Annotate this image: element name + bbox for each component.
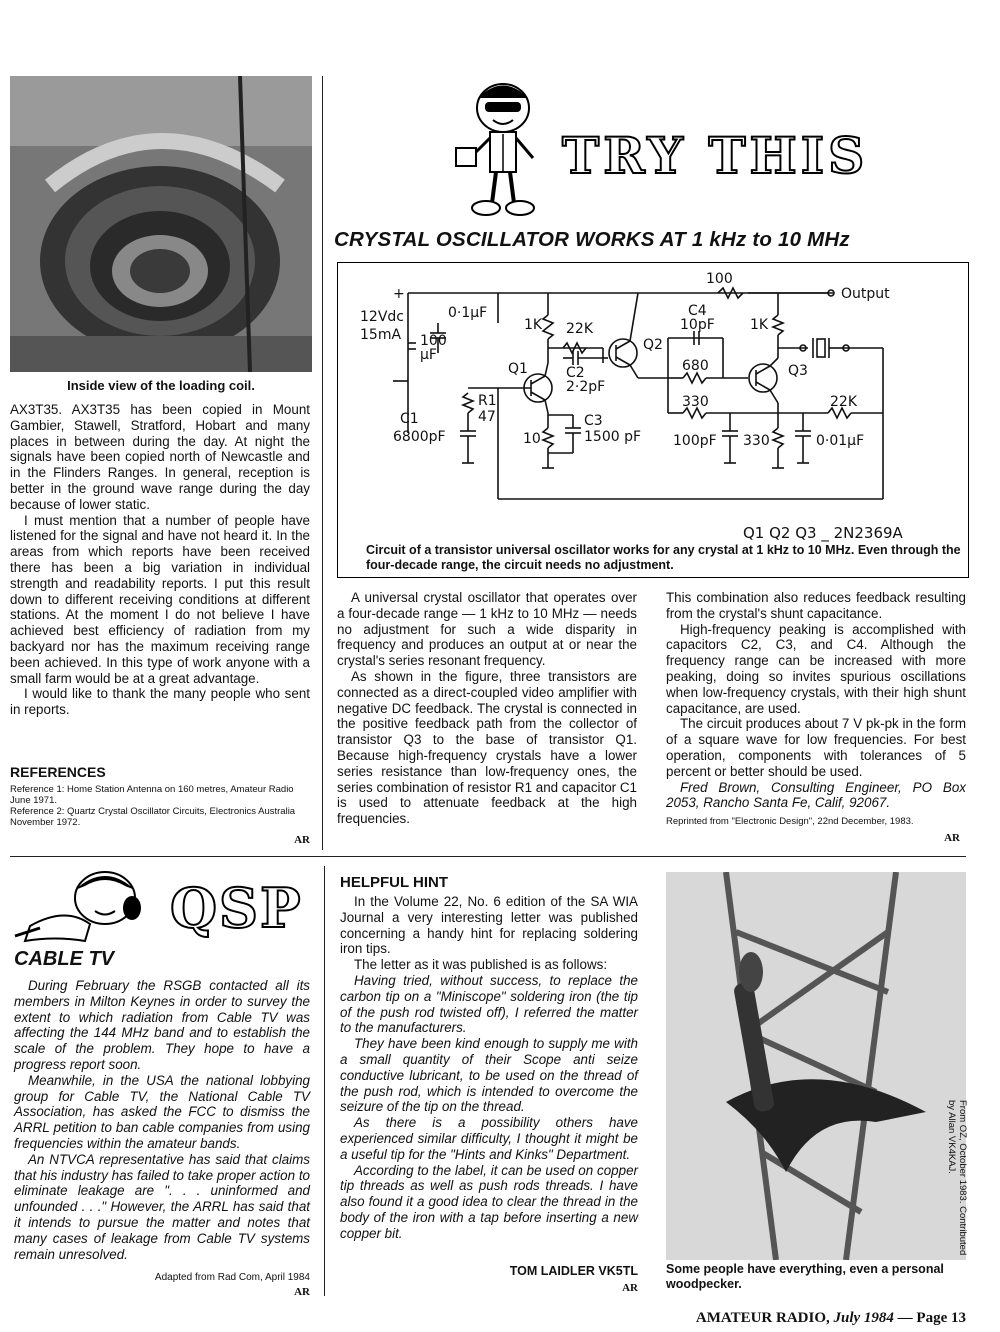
loading-coil-photo — [10, 76, 312, 372]
helpful-hint-article — [340, 894, 638, 1242]
page-footer — [640, 1310, 966, 1327]
quoted-paragraph: As there is a possibility others have experienced similar difficulty, I thought it might be a useful tip for the "Hints and Kinks" Department. — [340, 1115, 638, 1162]
references-heading: REFERENCES — [10, 764, 106, 780]
cap-label: 100pF — [673, 433, 717, 449]
helpful-hint-heading: HELPFUL HINT — [340, 874, 449, 891]
figure-caption: Circuit of a transistor universal oscillator works for any crystal at 1 kHz to 10 MHz. Even through the four-decade range, the circuit needs no adjustment. — [366, 543, 961, 572]
loading-coil-illustration — [10, 76, 312, 372]
ar-mark: AR — [944, 832, 960, 844]
paragraph: A universal crystal oscillator that operates over a four-decade range — 1 kHz to 10 MHz — needs no adjustment for such a wide disparity in frequency and produces an output at or near the crystal's series resonant frequency. — [337, 590, 637, 669]
issue-date: July 1984 — [833, 1310, 894, 1326]
try-this-column-2 — [666, 590, 966, 830]
resistor-label: 100 — [706, 271, 733, 287]
circuit-figure — [337, 262, 969, 578]
paragraph: AX3T35. AX3T35 has been copied in Mount Gambier, Stawell, Stratford, Hobart and many places in between during the day. At night the signals have been copied north of Newcastle and in the Flinders Ranges. In general, reception is better in the ground wave range during the day because of lower static. — [10, 402, 310, 512]
page-number: — Page 13 — [897, 1310, 966, 1326]
cartoon-listener-icon — [10, 866, 160, 946]
woodpecker-caption: Some people have everything, even a personal woodpecker. — [666, 1262, 944, 1291]
resistor-label: 22K — [566, 321, 593, 337]
paragraph: In the Volume 22, No. 6 edition of the SA WIA Journal a very interesting letter was published concerning a handy hint for replacing soldering iron tips. — [340, 894, 638, 957]
transistor-type-label: Q1 Q2 Q3 _ 2N2369A — [743, 524, 903, 542]
supply-current-label: 15mA — [360, 327, 402, 343]
paragraph: The circuit produces about 7 V pk-pk in the form of a square wave for low frequencies. For best operation, components with tolerances of 5 percent or better should be used. — [666, 716, 966, 779]
reference-item: Reference 1: Home Station Antenna on 160 metres, Amateur Radio June 1971. — [10, 784, 294, 806]
resistor-label: 10 — [523, 431, 541, 447]
resistor-label: 22K — [830, 394, 857, 410]
transistor-label: Q3 — [788, 363, 808, 379]
qsp-source: Adapted from Rad Com, April 1984 — [154, 1272, 310, 1283]
resistor-label: 1K — [750, 317, 769, 333]
try-this-column-1 — [337, 590, 637, 827]
quoted-paragraph: They have been kind enough to supply me with a small quantity of their Scope anti seize conductive lubricant, to be used on the thread of the push rod, which is intended to overcome the seizure of the tip on the thread. — [340, 1036, 638, 1115]
cap-value-label: 10pF — [680, 317, 715, 333]
output-label: Output — [841, 286, 890, 302]
antenna-tower-illustration — [666, 872, 966, 1260]
reference-item: Reference 2: Quartz Crystal Oscillator Circuits, Electronics Australia November 1972. — [10, 806, 296, 828]
transistor-label: Q2 — [643, 337, 663, 353]
paragraph: Meanwhile, in the USA the national lobbying group for Cable TV, the National Cable TV Association, has asked the FCC to dismiss the ARRL petition to ban cable companies from using frequencies within the amateur bands. — [14, 1072, 310, 1151]
resistor-label: R1 — [478, 393, 497, 409]
ar-mark: AR — [622, 1282, 638, 1294]
helpful-hint-signature: TOM LAIDLER VK5TL — [509, 1264, 638, 1278]
references-list — [10, 784, 310, 828]
paragraph: This combination also reduces feedback resulting from the crystal's shunt capacitance. — [666, 590, 966, 621]
woodpecker-photo — [666, 872, 966, 1260]
quoted-paragraph: According to the label, it can be used on copper tip threads as well as push rods threads. I have also found it a good idea to clear the thread in the body of the iron with a tap before inserting a new copper bit. — [340, 1162, 638, 1241]
oscillator-schematic — [338, 263, 968, 577]
cap-label: C1 — [400, 411, 419, 427]
photo-credit: From OZ, October 1983. Contributed by Allan VK4KAJ. — [946, 1100, 968, 1256]
cap-unit-label: µF — [420, 347, 437, 363]
column-divider — [322, 76, 323, 850]
resistor-label: 330 — [682, 394, 709, 410]
cap-label: 100 — [420, 333, 447, 349]
reprint-note: Reprinted from "Electronic Design", 22nd December, 1983. — [666, 816, 914, 828]
resistor-label: 330 — [743, 433, 770, 449]
resistor-label: 680 — [682, 358, 709, 374]
qsp-heading: CABLE TV — [14, 948, 114, 970]
paragraph: I would like to thank the many people who sent in reports. — [10, 686, 310, 718]
supply-voltage-label: 12Vdc — [360, 309, 404, 325]
paragraph: During February the RSGB contacted all its members in Milton Keynes in order to survey the extent to which radiation from Cable TV was affecting the 144 MHz band and to establish the scale of the problem. They hope to have a progress report soon. — [14, 978, 310, 1072]
cap-value-label: 6800pF — [393, 429, 446, 445]
author-credit: Fred Brown, Consulting Engineer, PO Box 2053, Rancho Santa Fe, Calif, 92067. — [666, 779, 966, 811]
qsp-banner: QSP — [170, 876, 303, 940]
mascot-illustration — [448, 78, 558, 218]
cap-label: 0·1µF — [448, 305, 488, 321]
try-this-banner: TRY THIS — [562, 126, 869, 185]
qsp-article — [14, 978, 310, 1262]
paragraph: The letter as it was published is as follows: — [354, 957, 608, 973]
minus-label: - — [393, 373, 399, 389]
article-continuation — [10, 402, 310, 718]
quoted-paragraph: Having tried, without success, to replace the carbon tip on a "Miniscope" soldering iron (the tip of the push rod twisted off), I referred the matter to the manufacturers. — [340, 972, 638, 1036]
article-headline: CRYSTAL OSCILLATOR WORKS AT 1 kHz to 10 MHz — [334, 228, 850, 251]
cap-label: 0·01µF — [816, 433, 865, 449]
resistor-label: 1K — [524, 317, 543, 333]
column-divider — [324, 866, 325, 1296]
ar-mark: AR — [294, 1286, 310, 1298]
paragraph: I must mention that a number of people have listened for the signal and have not heard it. In the areas from which reports have been received there has been a big variation in individual strength and readability reports. I put this result down to different receiving conditions at different stations. At the moment I do not believe I have achieved best efficiency of radiation from my backyard nor has the maximum receiving range been achieved. In this type of work anyone with a small farm would be at a great advantage. — [10, 512, 310, 686]
plus-label: + — [393, 286, 405, 302]
resistor-value-label: 47 — [478, 409, 496, 425]
magazine-name: AMATEUR RADIO, — [695, 1310, 830, 1326]
section-divider — [10, 856, 966, 857]
cap-value-label: 2·2pF — [566, 379, 606, 395]
cap-label: C3 — [584, 413, 603, 429]
transistor-label: Q1 — [508, 361, 528, 377]
qsp-mascot — [10, 866, 160, 946]
cap-label: C2 — [566, 365, 585, 381]
paragraph: An NTVCA representative has said that claims that his industry has failed to take proper action to eliminate leakage are ". . . uninformed and unfounded . . ." However, the ARRL has said that it intends to pursue the matter and notes that many cases of leakage from Cable TV systems remain unresolved. — [14, 1151, 310, 1262]
paragraph: As shown in the figure, three transistors are connected as a direct-coupled video amplifier with negative DC feedback. The crystal is connected in the positive feedback path from the collector of transistor Q3 to the base of transistor Q1. Because high-frequency crystals have a lower series resistance than low-frequency ones, the series combination of resistor R1 and capacitor C1 is used to attenuate feedback at the high frequencies. — [337, 668, 637, 827]
paragraph: High-frequency peaking is accomplished with capacitors C2, C3, and C4. Although the frequency range can be increased with more peaking, doing so invites spurious oscillations when low-frequency crystals, with their high shunt capacitance, are used. — [666, 621, 966, 716]
cartoon-boy-icon — [448, 78, 558, 218]
loading-coil-caption: Inside view of the loading coil. — [67, 378, 255, 393]
ar-mark: AR — [294, 834, 310, 846]
cap-label: C4 — [688, 303, 707, 319]
cap-value-label: 1500 pF — [584, 429, 642, 445]
